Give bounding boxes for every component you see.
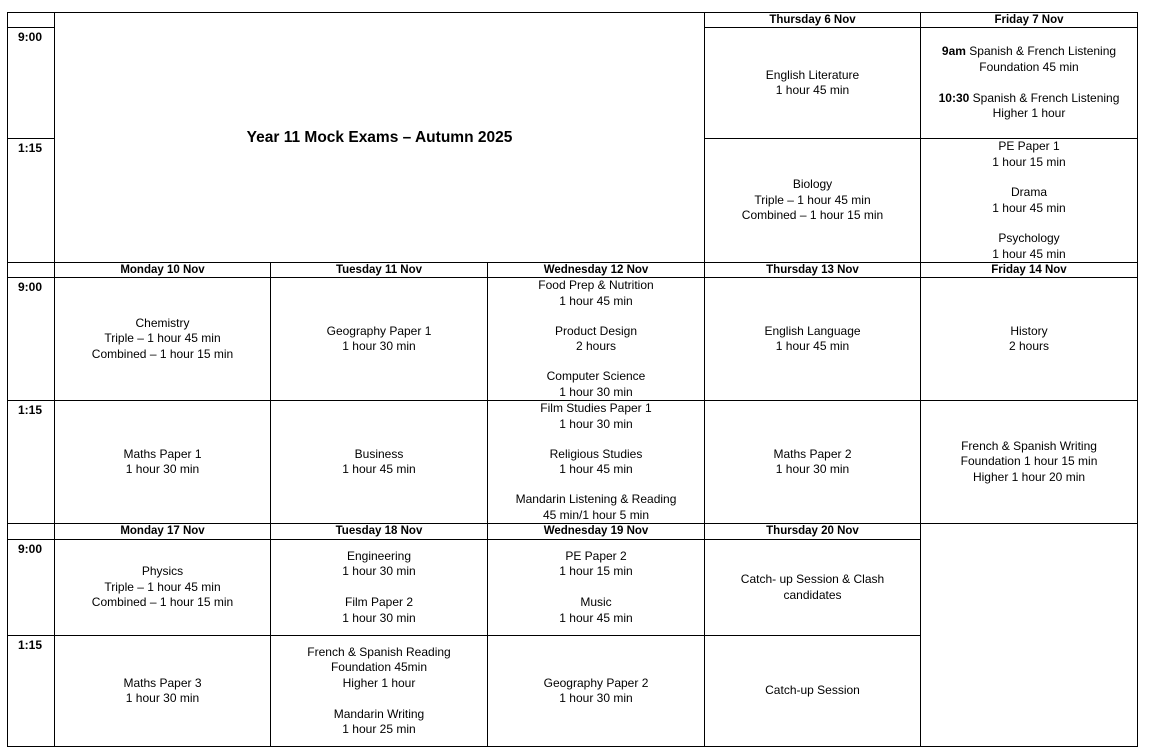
exam-name: PE Paper 1 [998, 139, 1060, 153]
day-header-thu-6: Thursday 6 Nov [704, 12, 921, 28]
time-label-am: 9:00 [7, 539, 55, 636]
exam-cell-wed12-pm [487, 400, 705, 524]
exam-cell-tue11-pm [270, 400, 488, 524]
time-label-pm: 1:15 [7, 400, 55, 524]
exam-name: Spanish & French Listening [969, 44, 1117, 59]
exam-cell-fri7-pm [920, 138, 1138, 263]
exam-name: English Literature [765, 67, 860, 82]
exam-name: French & Spanish Reading [307, 644, 451, 659]
exam-duration: Higher 1 hour [992, 106, 1066, 121]
exam-duration: 1 hour 30 min [342, 564, 416, 579]
exam-duration: 1 hour 30 min [125, 691, 200, 705]
day-header-thu-13: Thursday 13 Nov [704, 262, 921, 278]
exam-name: Mandarin Listening & Reading [515, 492, 677, 506]
exam-name: Film Paper 2 [344, 595, 414, 610]
exam-duration: 1 hour 15 min [992, 154, 1066, 169]
day-header-fri-14: Friday 14 Nov [920, 262, 1138, 278]
exam-duration: 1 hour 45 min [775, 339, 850, 353]
exam-name: Catch-up Session [765, 683, 860, 698]
exam-name: Drama [1010, 185, 1047, 199]
exam-cell-thu13-pm [704, 400, 921, 524]
exam-name: French & Spanish Writing [961, 438, 1097, 453]
exam-cell-fri14-pm [920, 400, 1138, 524]
exam-name: Geography Paper 1 [326, 323, 432, 338]
exam-duration: 1 hour 30 min [559, 384, 633, 399]
corner-cell [7, 262, 55, 278]
exam-cell-fri7-am [920, 27, 1138, 139]
exam-line [939, 91, 1120, 107]
exam-cell-thu13-am [704, 277, 921, 401]
exam-duration: Triple – 1 hour 45 min [754, 192, 871, 207]
time-label-am: 9:00 [7, 27, 55, 139]
day-header-fri-7: Friday 7 Nov [920, 12, 1138, 28]
exam-name: Maths Paper 1 [123, 446, 202, 461]
exam-name: Physics [141, 564, 184, 579]
exam-duration: 1 hour 45 min [342, 462, 416, 476]
exam-duration: Combined – 1 hour 15 min [91, 595, 234, 610]
exam-name: Engineering [346, 548, 412, 563]
exam-duration: Combined – 1 hour 15 min [741, 208, 884, 223]
exam-duration: 1 hour 30 min [775, 462, 850, 476]
exam-duration: 1 hour 30 min [342, 339, 416, 353]
exam-duration: Triple – 1 hour 45 min [104, 331, 221, 346]
exam-cell-tue18-am [270, 539, 488, 636]
exam-duration: Triple – 1 hour 45 min [104, 579, 221, 594]
exam-name: Maths Paper 2 [773, 446, 852, 461]
exam-name: candidates [783, 587, 842, 602]
exam-name: Mandarin Writing [333, 706, 425, 721]
exam-start-time: 10:30 [938, 90, 970, 105]
exam-name: Film Studies Paper 1 [540, 401, 652, 415]
exam-cell-wed19-pm [487, 635, 705, 747]
exam-start-time: 9am [941, 44, 966, 59]
exam-name: Psychology [998, 231, 1060, 245]
corner-cell [7, 12, 55, 28]
day-header-wed-12: Wednesday 12 Nov [487, 262, 705, 278]
exam-duration: 1 hour 30 min [559, 416, 633, 431]
exam-cell-mon17-am [54, 539, 271, 636]
day-header-tue-11: Tuesday 11 Nov [270, 262, 488, 278]
exam-duration: 1 hour 15 min [559, 564, 633, 579]
title-text: Year 11 Mock Exams – Autumn 2025 [246, 128, 513, 146]
exam-cell-fri14-am [920, 277, 1138, 401]
exam-duration: 1 hour 45 min [775, 83, 850, 97]
exam-cell-thu6-pm [704, 138, 921, 263]
exam-name: Catch- up Session & Clash [740, 572, 885, 586]
exam-duration: Combined – 1 hour 15 min [91, 346, 234, 361]
exam-name: Religious Studies [549, 446, 643, 461]
exam-duration: Higher 1 hour 20 min [972, 469, 1086, 484]
exam-name: Computer Science [546, 369, 646, 383]
time-label-pm: 1:15 [7, 635, 55, 747]
exam-cell-wed12-am [487, 277, 705, 401]
exam-duration: 2 hours [1008, 339, 1050, 353]
exam-cell-mon17-pm [54, 635, 271, 747]
exam-cell-thu6-am [704, 27, 921, 139]
exam-duration: 1 hour 45 min [992, 200, 1066, 215]
exam-cell-wed19-am [487, 539, 705, 636]
exam-duration: 1 hour 45 min [559, 293, 633, 308]
time-label-pm: 1:15 [7, 138, 55, 263]
day-header-mon-17: Monday 17 Nov [54, 523, 271, 540]
exam-duration: 45 min/1 hour 5 min [542, 507, 650, 522]
day-header-tue-18: Tuesday 18 Nov [270, 523, 488, 540]
day-header-thu-20: Thursday 20 Nov [704, 523, 921, 540]
exam-duration: 1 hour 45 min [559, 610, 633, 625]
exam-duration: Foundation 45 min [979, 59, 1079, 74]
day-header-mon-10: Monday 10 Nov [54, 262, 271, 278]
day-header-wed-19: Wednesday 19 Nov [487, 523, 705, 540]
exam-duration: 1 hour 30 min [342, 610, 416, 625]
exam-duration: Foundation 1 hour 15 min [960, 454, 1098, 469]
exam-line [942, 44, 1116, 60]
exam-name: Product Design [554, 323, 638, 338]
exam-name: Spanish & French Listening [972, 90, 1120, 105]
exam-cell-thu20-am [704, 539, 921, 636]
exam-cell-tue11-am [270, 277, 488, 401]
exam-duration: 1 hour 45 min [559, 462, 633, 476]
exam-cell-thu20-pm [704, 635, 921, 747]
exam-name: Biology [792, 177, 833, 192]
exam-name: English Language [764, 323, 861, 338]
exam-cell-tue18-pm [270, 635, 488, 747]
exam-duration: Higher 1 hour [342, 675, 416, 690]
exam-name: Maths Paper 3 [123, 675, 202, 690]
corner-cell [7, 523, 55, 540]
exam-name: Geography Paper 2 [543, 675, 649, 690]
exam-duration: 1 hour 45 min [992, 246, 1066, 261]
exam-name: History [1010, 323, 1048, 338]
exam-cell-mon10-am [54, 277, 271, 401]
empty-cell [920, 523, 1138, 747]
exam-cell-mon10-pm [54, 400, 271, 524]
exam-duration: 1 hour 30 min [125, 462, 200, 476]
exam-name: Business [354, 446, 404, 461]
exam-duration: 1 hour 25 min [342, 722, 416, 736]
exam-duration: 1 hour 30 min [559, 691, 633, 705]
exam-duration: Foundation 45min [330, 660, 428, 674]
exam-name: Food Prep & Nutrition [538, 278, 654, 292]
page-title [54, 12, 705, 263]
exam-duration: 2 hours [575, 339, 617, 353]
exam-name: Chemistry [135, 315, 190, 330]
exam-name: Music [580, 595, 612, 610]
time-label-am: 9:00 [7, 277, 55, 401]
exam-name: PE Paper 2 [565, 548, 627, 563]
